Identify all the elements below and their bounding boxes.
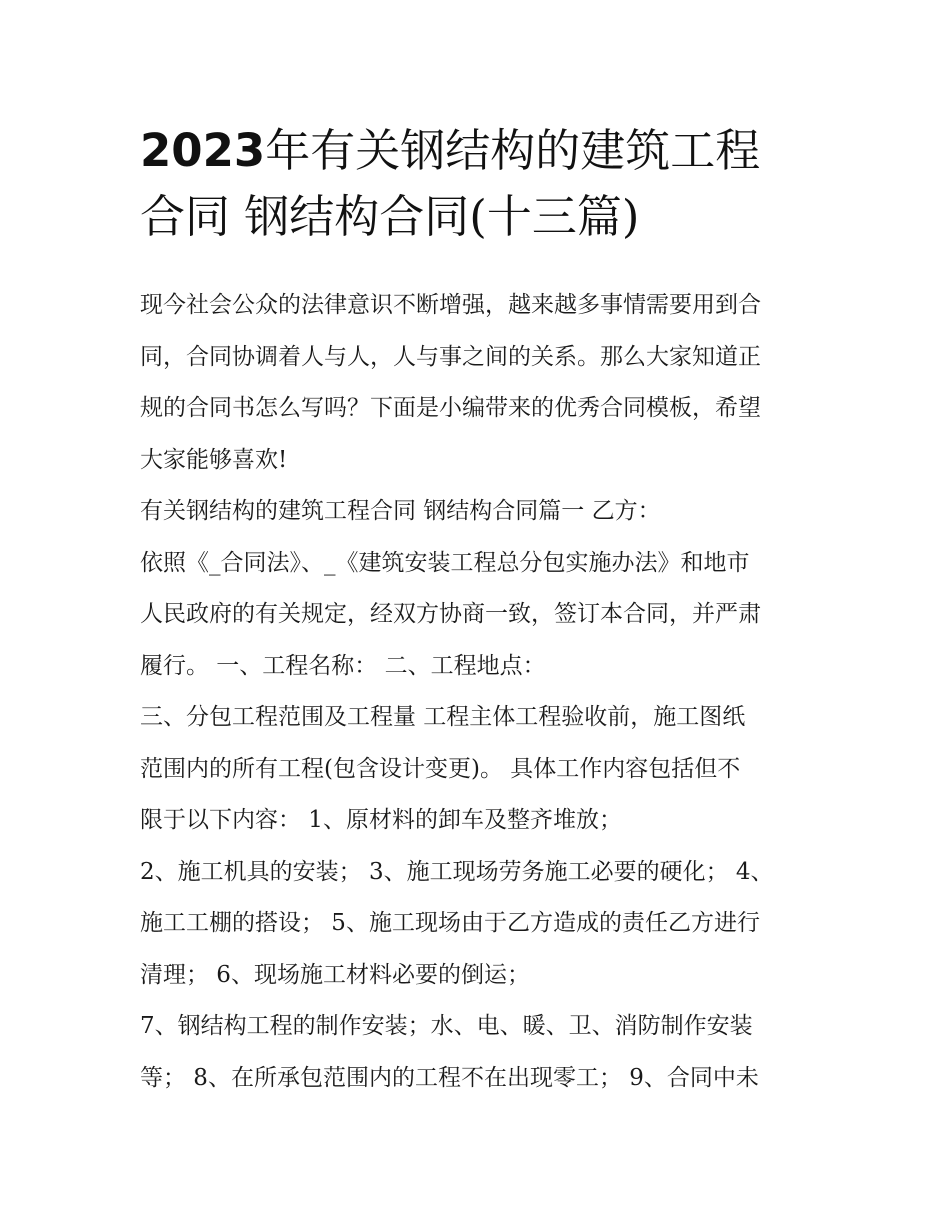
title-year: 2023 <box>140 124 266 177</box>
body-line: 施工工棚的搭设； 5、施工现场由于乙方造成的责任乙方进行 <box>140 910 760 936</box>
body-line: 大家能够喜欢! <box>140 446 288 473</box>
body-line: 等； 8、在所承包范围内的工程不在出现零工； 9、合同中未 <box>140 1064 759 1091</box>
body-line: 有关钢结构的建筑工程合同 钢结构合同篇一 乙方： <box>140 498 661 524</box>
title-text: 年有关钢结构的建筑工程 <box>265 124 761 177</box>
document-body <box>140 280 820 1104</box>
body-line: 范围内的所有工程(包含设计变更)。 具体工作内容包括但不 <box>140 755 741 782</box>
body-line: 清理； 6、现场施工材料必要的倒运； <box>140 961 530 988</box>
body-line: 三、分包工程范围及工程量 工程主体工程验收前，施工图纸 <box>140 704 746 730</box>
body-line: 现今社会公众的法律意识不断增强，越来越多事情需要用到合 <box>140 292 761 318</box>
body-line: 依照《_合同法》、_《建筑安装工程总分包实施办法》和地市 <box>140 549 750 576</box>
title-text: 合同 钢结构合同(十三篇) <box>140 190 640 243</box>
title-line <box>140 184 820 250</box>
body-line: 同，合同协调着人与人，人与事之间的关系。那么大家知道正 <box>140 343 761 370</box>
body-line: 7、钢结构工程的制作安装；水、电、暖、卫、消防制作安装 <box>140 1013 753 1039</box>
document-title <box>140 118 820 250</box>
body-line: 限于以下内容： 1、原材料的卸车及整齐堆放； <box>140 807 622 833</box>
body-line: 人民政府的有关规定，经双方协商一致，签订本合同，并严肃 <box>140 601 761 627</box>
body-line: 规的合同书怎么写吗？下面是小编带来的优秀合同模板，希望 <box>140 395 761 421</box>
body-line: 2、施工机具的安装； 3、施工现场劳务施工必要的硬化； 4、 <box>140 858 774 885</box>
title-line <box>140 118 820 184</box>
body-line: 履行。 一、工程名称： 二、工程地点： <box>140 652 546 679</box>
